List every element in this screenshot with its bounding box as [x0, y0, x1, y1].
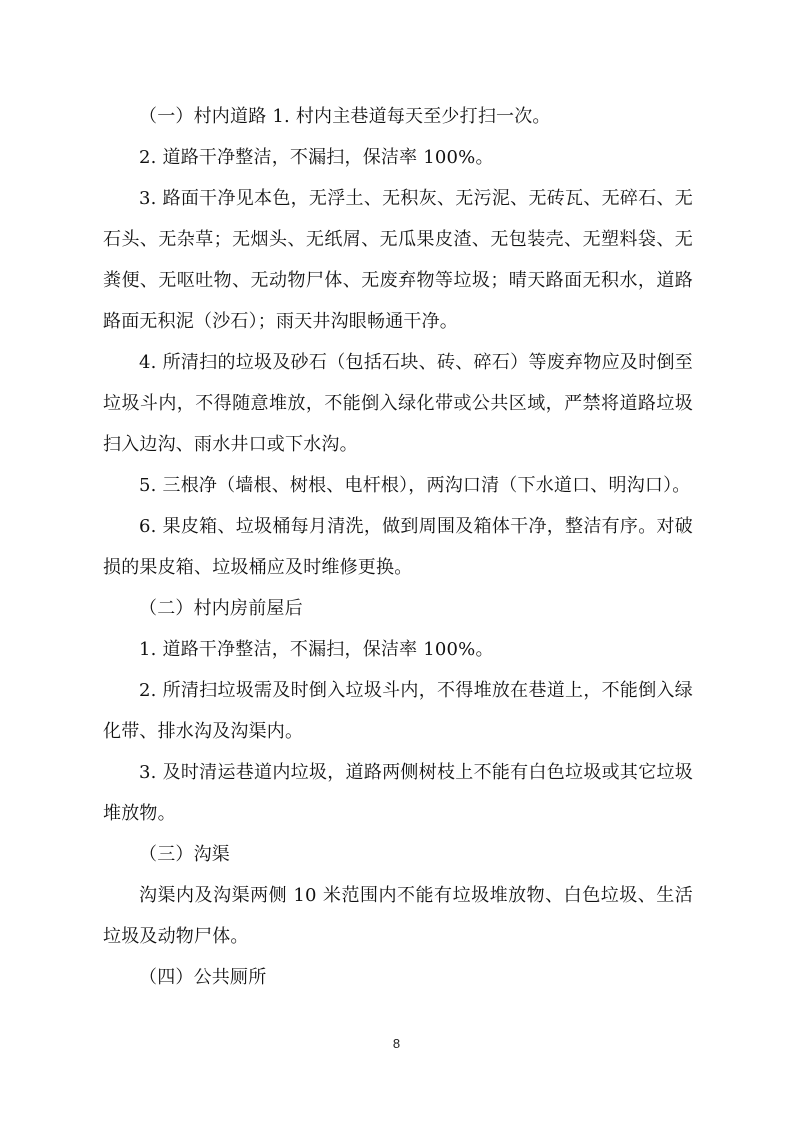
section-heading-houses: （二）村内房前屋后 [139, 598, 303, 619]
document-body [103, 96, 693, 998]
paragraph-three-roots: 5. 三根净（墙根、树根、电杆根），两沟口清（下水道口、明沟口）。 [139, 475, 691, 496]
paragraph-houses-clearance: 3. 及时清运巷道内垃圾，道路两侧树枝上不能有白色垃圾或其它垃圾堆放物。 [103, 762, 693, 824]
paragraph-houses-garbage: 2. 所清扫垃圾需及时倒入垃圾斗内，不得堆放在巷道上，不能倒入绿化带、排水沟及沟渠内。 [103, 680, 693, 742]
paragraph-road-surface: 3. 路面干净见本色，无浮土、无积灰、无污泥、无砖瓦、无碎石、无石头、无杂草；无烟头、无纸屑、无瓜果皮渣、无包装壳、无塑料袋、无粪便、无呕吐物、无动物尸体、无废弃物等垃圾；晴天路面无积水，道路路面无积泥（沙石）；雨天井沟眼畅通干净。 [103, 188, 693, 332]
page-number: 8 [392, 1036, 401, 1051]
paragraph-houses-road-clean: 1. 道路干净整洁，不漏扫，保洁率 100%。 [139, 639, 494, 660]
paragraph-road-clean: 2. 道路干净整洁，不漏扫，保洁率 100%。 [139, 147, 494, 168]
paragraph-garbage-disposal: 4. 所清扫的垃圾及砂石（包括石块、砖、碎石）等废弃物应及时倒至垃圾斗内，不得随意堆放，不能倒入绿化带或公共区域，严禁将道路垃圾扫入边沟、雨水井口或下水沟。 [103, 352, 693, 455]
section-heading-village-roads: （一）村内道路 1. 村内主巷道每天至少打扫一次。 [139, 106, 551, 127]
paragraph-bins-cleaning: 6. 果皮箱、垃圾桶每月清洗，做到周围及箱体干净，整洁有序。对破损的果皮箱、垃圾桶应及时维修更换。 [103, 516, 693, 578]
section-heading-public-toilets: （四）公共厕所 [139, 967, 267, 988]
paragraph-ditches: 沟渠内及沟渠两侧 10 米范围内不能有垃圾堆放物、白色垃圾、生活垃圾及动物尸体。 [103, 885, 693, 947]
section-heading-ditches: （三）沟渠 [139, 844, 230, 865]
